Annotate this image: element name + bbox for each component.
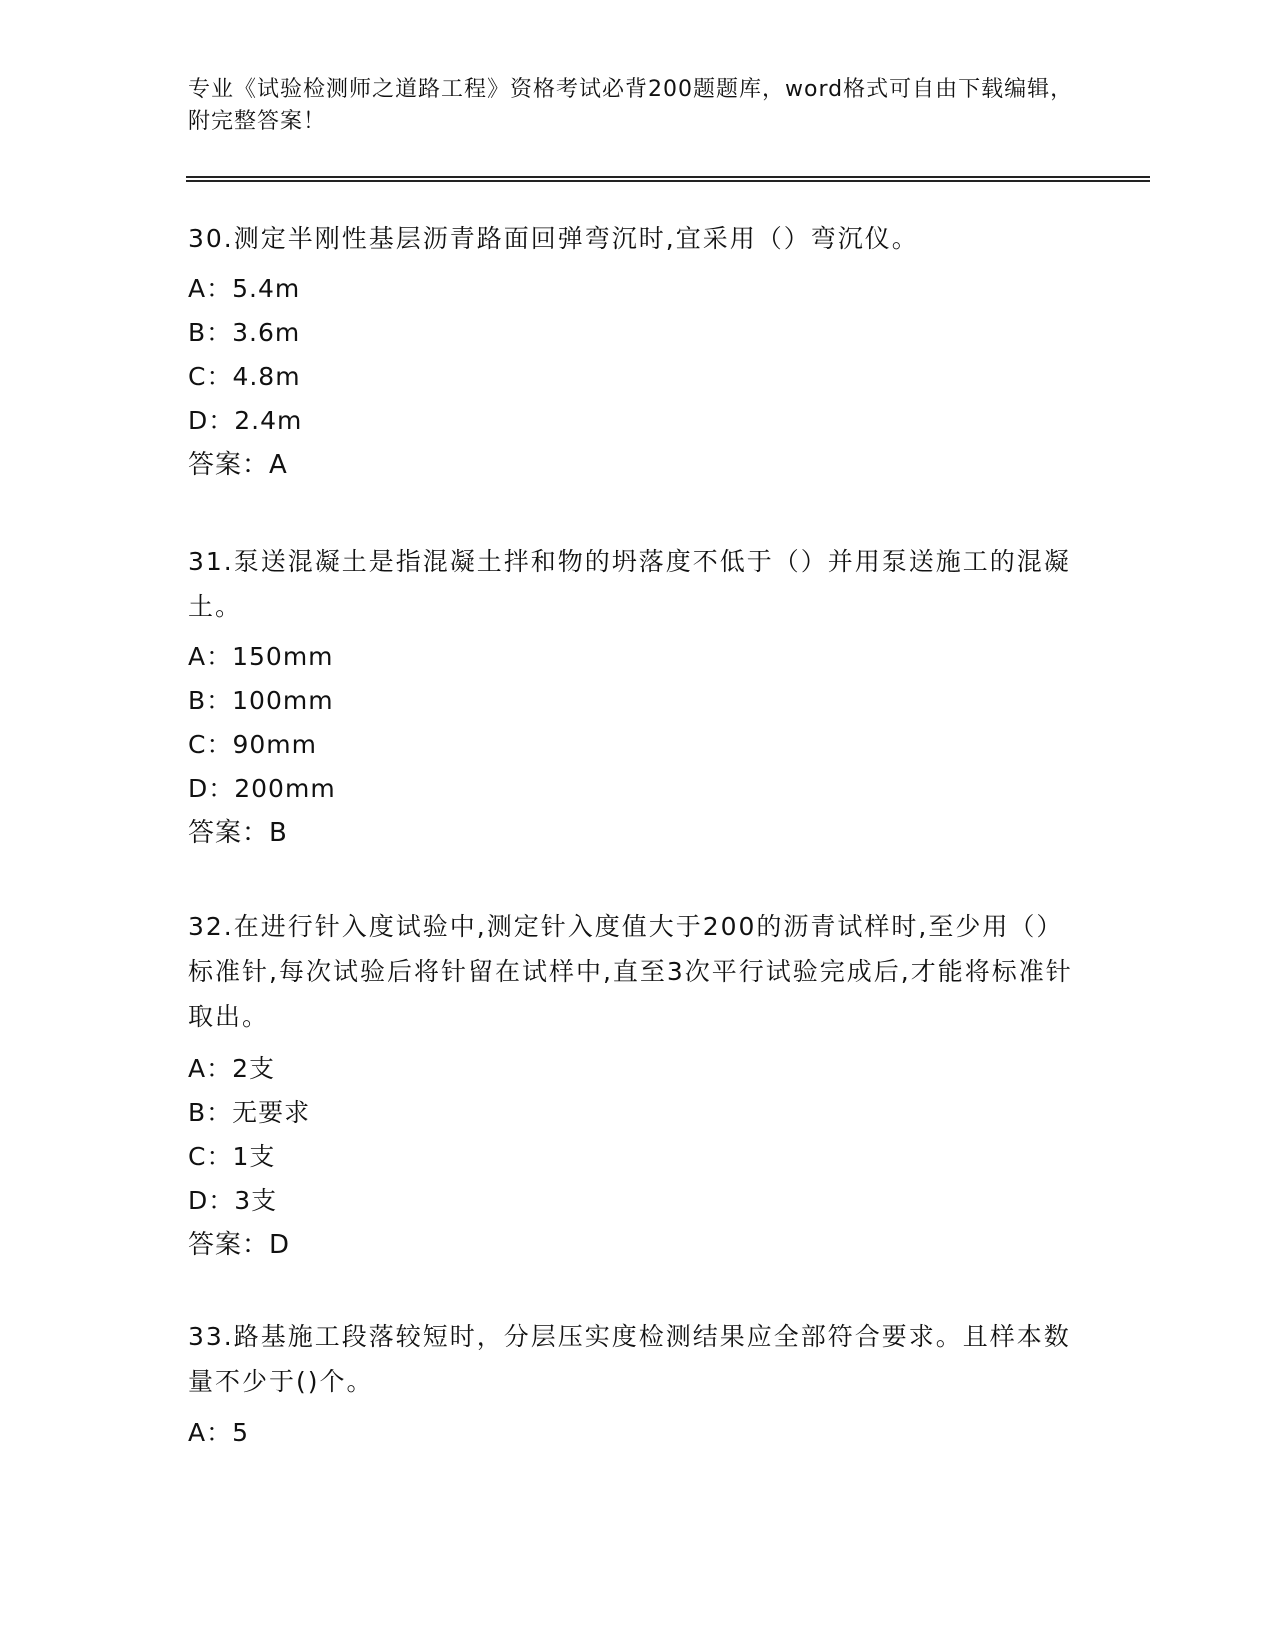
document-header: 专业《试验检测师之道路工程》资格考试必背200题题库，word格式可自由下载编辑，附完整答案！ bbox=[188, 77, 1074, 134]
question-31-option-a: A：150mm bbox=[188, 642, 334, 671]
question-31-answer: 答案：B bbox=[188, 818, 288, 848]
question-31-option-d: D：200mm bbox=[188, 774, 336, 803]
question-32-option-a: A：2支 bbox=[188, 1054, 276, 1083]
question-33-text: 33.路基施工段落较短时，分层压实度检测结果应全部符合要求。且样本数量不少于()个。 bbox=[188, 1322, 1071, 1396]
question-31-option-b: B：100mm bbox=[188, 686, 334, 715]
question-31-text: 31.泵送混凝土是指混凝土拌和物的坍落度不低于（）并用泵送施工的混凝土。 bbox=[188, 547, 1071, 621]
question-31-option-c: C：90mm bbox=[188, 730, 317, 759]
question-30-text: 30.测定半刚性基层沥青路面回弹弯沉时,宜采用（）弯沉仪。 bbox=[188, 224, 919, 253]
question-30-option-d: D：2.4m bbox=[188, 406, 303, 435]
question-30-answer: 答案：A bbox=[188, 450, 288, 480]
question-30-option-a: A：5.4m bbox=[188, 274, 301, 303]
question-32-text: 32.在进行针入度试验中,测定针入度值大于200的沥青试样时,至少用（）标准针,每次试验后将针留在试样中,直至3次平行试验完成后,才能将标准针取出。 bbox=[188, 912, 1073, 1031]
question-30-option-b: B：3.6m bbox=[188, 318, 301, 347]
question-30-option-c: C：4.8m bbox=[188, 362, 301, 391]
question-32-option-c: C：1支 bbox=[188, 1142, 276, 1171]
question-32-answer: 答案：D bbox=[188, 1230, 291, 1260]
header-divider bbox=[186, 176, 1150, 182]
question-32-option-b: B：无要求 bbox=[188, 1098, 311, 1127]
question-33-option-a: A：5 bbox=[188, 1418, 250, 1447]
question-32-option-d: D：3支 bbox=[188, 1186, 278, 1215]
